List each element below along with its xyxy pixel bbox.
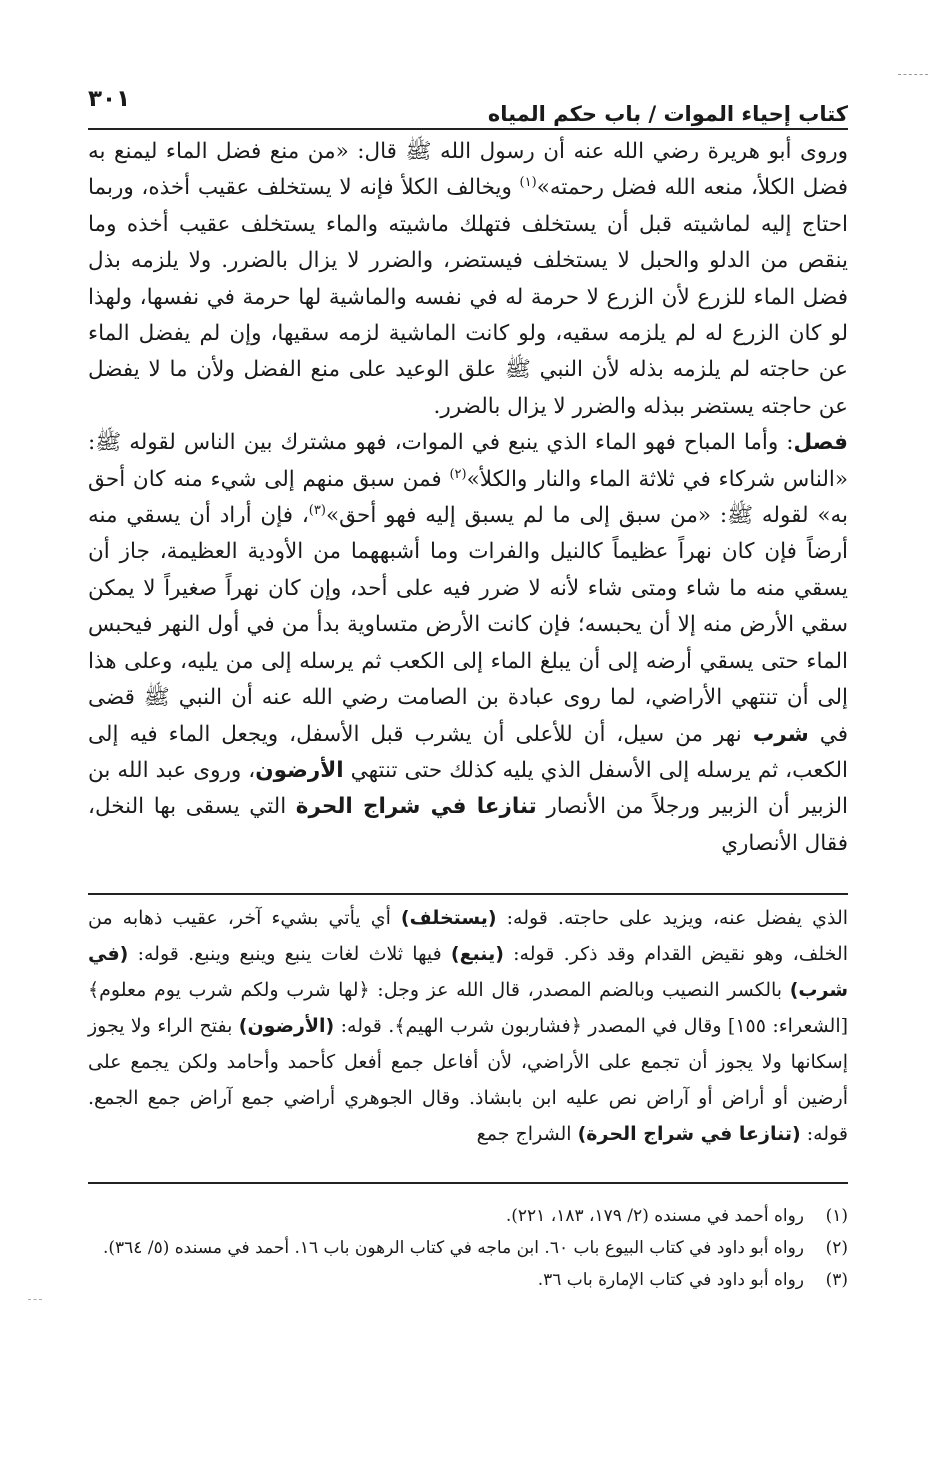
text-run: ، وروى عبد الله بن الزبير أن الزبير ورجلاً من الأنصار	[88, 757, 848, 820]
footnote-number: (٢)	[825, 1238, 848, 1258]
text-run: وروى أبو هريرة رضي الله عنه أن رسول الله ﷺ قال: «من منع فضل الماء ليمنع به فضل الكلأ، منعه الله فضل رحمته»	[88, 139, 848, 201]
scan-artifact	[28, 1299, 42, 1300]
text-run: التي يسقى بها النخل، فقال الأنصاري	[88, 794, 848, 856]
glossary-commentary	[88, 900, 848, 1152]
gloss-term: (ينبع)	[450, 943, 504, 965]
running-header	[88, 82, 848, 126]
text-run: الشراج جمع	[476, 1123, 578, 1145]
page-number: ٣٠١	[88, 86, 131, 112]
footnote-text: رواه أبو داود في كتاب البيوع باب ٦٠. ابن ماجه في كتاب الرهون باب ١٦. أحمد في مسنده (٥/ ٣٦٤).	[102, 1238, 804, 1258]
header-rule	[88, 128, 848, 130]
text-run: ويخالف الكلأ فإنه لا يستخلف عقيب أخذه، وربما احتاج إليه لماشيته قبل أن يستخلف فتهلك ماشيته والماء يستخلف عقيب أخذه وما ينقص من الدلو والحبل لا يستخلف فيستضر، والضرر لا يزال بالضرر. ولا يلزمه بذل فضل الماء للزرع لأن الزرع لا حرمة له في نفسه والماشية لها حرمة في نفسها، ولهذا لو كان الزرع له لم يلزمه سقيه، ولو كانت الماشية لزمه سقيها، وإن لم يفضل الماء عن حاجته لم يلزمه بذله لأن النبي ﷺ علق الوعيد على منع الفضل ولأن ما لا يفضل عن حاجته يستضر ببذله والضرر لا يزال بالضرر.	[88, 175, 848, 419]
footnote-ref: (٣)	[308, 502, 326, 518]
text-run: فمن سبق منهم إلى شيء منه كان أحق به» لقوله ﷺ: «من سبق إلى ما لم يسبق إليه فهو أحق»	[88, 466, 848, 529]
gloss-rule	[88, 893, 848, 895]
gloss-term: (الأرضون)	[238, 1015, 335, 1037]
footnote	[88, 1232, 848, 1264]
text-run: ، فإن أراد أن يسقي منه أرضاً فإن كان نهراً عظيماً كالنيل والفرات وما أشبههما من الأودية العظيمة، جاز أن يسقي منه ما شاء ومتى شاء لأنه لا ضرر فيه على أحد، وإن كان نهراً صغيراً لا يمكن سقي الأرض منه إلا أن يحبسه؛ فإن كانت الأرض متساوية بدأ من في أول النهر فيحبس الماء حتى يسقي أرضه إلى أن يبلغ الماء إلى الكعب ثم يرسله إلى من يليه، وعلى هذا إلى أن تنتهي الأراضي، لما روى عبادة بن الصامت رضي الله عنه أن النبي ﷺ قضى في	[88, 503, 848, 747]
keyword: الأرضون	[255, 757, 344, 783]
running-title: كتاب إحياء الموات / باب حكم المياه	[487, 102, 848, 126]
gloss-term: (تنازعا في شراج الحرة)	[577, 1123, 801, 1145]
footnote-ref: (١)	[519, 175, 537, 191]
footnote-rule	[88, 1182, 848, 1184]
text-run: فيها ثلاث لغات ينبع وينبع وينبع. قوله:	[128, 943, 451, 965]
gloss-paragraph	[88, 900, 848, 1152]
main-text	[88, 134, 848, 862]
scan-artifact	[898, 74, 928, 75]
gloss-term: (في شرب)	[88, 943, 848, 1001]
paragraph-fasl	[88, 425, 848, 862]
footnotes	[88, 1200, 848, 1296]
footnote-text: رواه أبو داود في كتاب الإمارة باب ٣٦.	[537, 1270, 804, 1290]
text-run: بالكسر النصيب وبالضم المصدر، قال الله عز وجل: ﴿لها شرب ولكم شرب يوم معلوم﴾ [الشعراء: ١٥٥] وقال في المصدر ﴿فشاربون شرب الهيم﴾. قوله:	[88, 979, 849, 1037]
text-run: الذي يفضل عنه، ويزيد على حاجته. قوله:	[496, 907, 849, 929]
text-run: : وأما المباح فهو الماء الذي ينبع في الموات، فهو مشترك بين الناس لقوله ﷺ: «الناس شركاء في ثلاثة الماء والنار والكلأ»	[88, 430, 848, 492]
text-run: أي يأتي بشيء آخر، عقيب ذهابه من الخلف، وهو نقيض القدام وقد ذكر. قوله:	[88, 907, 848, 965]
section-heading: فصل	[793, 430, 848, 456]
footnote-text: رواه أحمد في مسنده (٢/ ١٧٩، ١٨٣، ٢٢١).	[505, 1206, 804, 1226]
keyword: شرب	[752, 721, 809, 747]
text-run: بفتح الراء ولا يجوز إسكانها ولا يجوز أن تجمع على الأراضي، لأن أفاعل جمع أفعل كأحمد وأحامد ولكن يجمع على أرضين أو أراض أو آراض نص عليه ابن بابشاذ. وقال الجوهري أراضي جمع آراض جمع الجمع. قوله:	[88, 1015, 848, 1145]
footnote	[88, 1200, 848, 1232]
paragraph-hadith	[88, 134, 848, 425]
footnote-ref: (٢)	[449, 466, 467, 482]
footnote-number: (١)	[825, 1206, 848, 1226]
gloss-term: (يستخلف)	[400, 907, 497, 929]
text-run: نهر من سيل، أن للأعلى أن يشرب قبل الأسفل، ويجعل الماء فيه إلى الكعب، ثم يرسله إلى الأسفل الذي يليه كذلك حتى تنتهي	[88, 721, 848, 783]
footnote	[88, 1264, 848, 1296]
footnote-number: (٣)	[825, 1270, 848, 1290]
keyword: تنازعا في شراج الحرة	[295, 794, 537, 820]
